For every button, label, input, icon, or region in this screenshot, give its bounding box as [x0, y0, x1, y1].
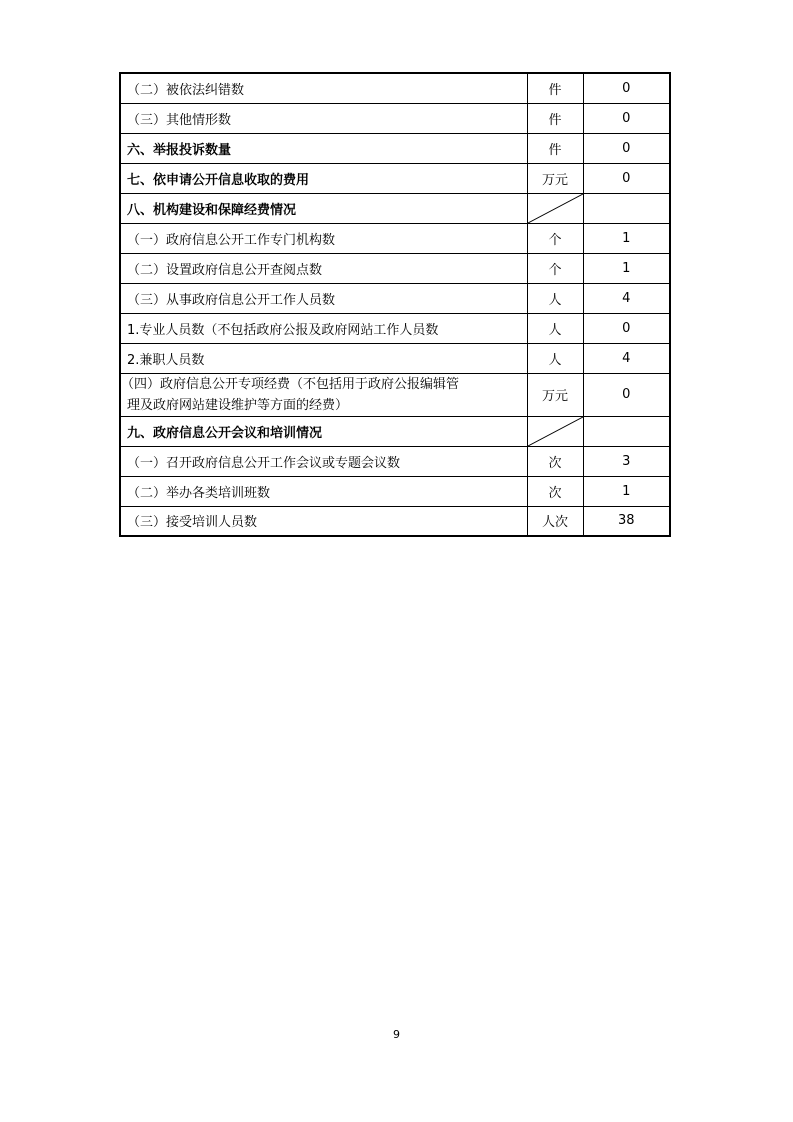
statistics-table — [119, 72, 671, 537]
row-item-label: （三）其他情形数 — [120, 103, 527, 133]
section-heading: 六、举报投诉数量 — [120, 133, 527, 163]
table-row — [120, 163, 670, 193]
row-item-label-multiline — [120, 373, 527, 416]
row-value: 0 — [583, 103, 670, 133]
row-value: 0 — [583, 133, 670, 163]
table-row — [120, 446, 670, 476]
table-row — [120, 103, 670, 133]
table-row — [120, 416, 670, 446]
page-number: 9 — [393, 1028, 400, 1041]
row-item-label-line2: 理及政府网站建设维护等方面的经费） — [127, 397, 349, 413]
row-unit: 人 — [527, 343, 583, 373]
table-row — [120, 343, 670, 373]
table-row — [120, 476, 670, 506]
row-unit: 个 — [527, 253, 583, 283]
row-unit: 次 — [527, 476, 583, 506]
row-value: 0 — [583, 73, 670, 103]
row-value: 4 — [583, 343, 670, 373]
table-row — [120, 373, 670, 416]
row-item-label: （二）被依法纠错数 — [120, 73, 527, 103]
table-row — [120, 133, 670, 163]
section-heading: 八、机构建设和保障经费情况 — [120, 193, 527, 223]
table-row — [120, 253, 670, 283]
row-item-label-line1: （四）政府信息公开专项经费（不包括用于政府公报编辑管 — [121, 376, 460, 392]
row-value-empty — [583, 193, 670, 223]
row-unit: 人 — [527, 283, 583, 313]
row-item-label: （一）召开政府信息公开工作会议或专题会议数 — [120, 446, 527, 476]
row-item-label: （二）设置政府信息公开查阅点数 — [120, 253, 527, 283]
row-value: 0 — [583, 163, 670, 193]
row-unit: 件 — [527, 133, 583, 163]
table-row — [120, 73, 670, 103]
row-item-label: 2.兼职人员数 — [120, 343, 527, 373]
row-value: 1 — [583, 253, 670, 283]
diagonal-slash-icon — [528, 417, 583, 446]
row-unit: 万元 — [527, 163, 583, 193]
row-unit: 次 — [527, 446, 583, 476]
diagonal-slash-cell — [527, 416, 583, 446]
row-value-empty — [583, 416, 670, 446]
diagonal-slash-cell — [527, 193, 583, 223]
row-unit: 人次 — [527, 506, 583, 536]
row-item-label: 1.专业人员数（不包括政府公报及政府网站工作人员数 — [120, 313, 527, 343]
row-item-label: （一）政府信息公开工作专门机构数 — [120, 223, 527, 253]
row-item-label: （三）从事政府信息公开工作人员数 — [120, 283, 527, 313]
row-unit: 万元 — [527, 373, 583, 416]
row-value: 0 — [583, 313, 670, 343]
row-unit: 件 — [527, 103, 583, 133]
row-unit: 个 — [527, 223, 583, 253]
table-row — [120, 193, 670, 223]
table-row — [120, 283, 670, 313]
row-unit: 件 — [527, 73, 583, 103]
row-value: 3 — [583, 446, 670, 476]
diagonal-slash-icon — [528, 194, 583, 223]
row-value: 4 — [583, 283, 670, 313]
row-value: 38 — [583, 506, 670, 536]
section-heading: 七、依申请公开信息收取的费用 — [120, 163, 527, 193]
row-item-label: （二）举办各类培训班数 — [120, 476, 527, 506]
row-value: 1 — [583, 223, 670, 253]
row-unit: 人 — [527, 313, 583, 343]
row-value: 1 — [583, 476, 670, 506]
table-row — [120, 313, 670, 343]
row-value: 0 — [583, 373, 670, 416]
section-heading: 九、政府信息公开会议和培训情况 — [120, 416, 527, 446]
table-row — [120, 223, 670, 253]
row-item-label: （三）接受培训人员数 — [120, 506, 527, 536]
table-row — [120, 506, 670, 536]
